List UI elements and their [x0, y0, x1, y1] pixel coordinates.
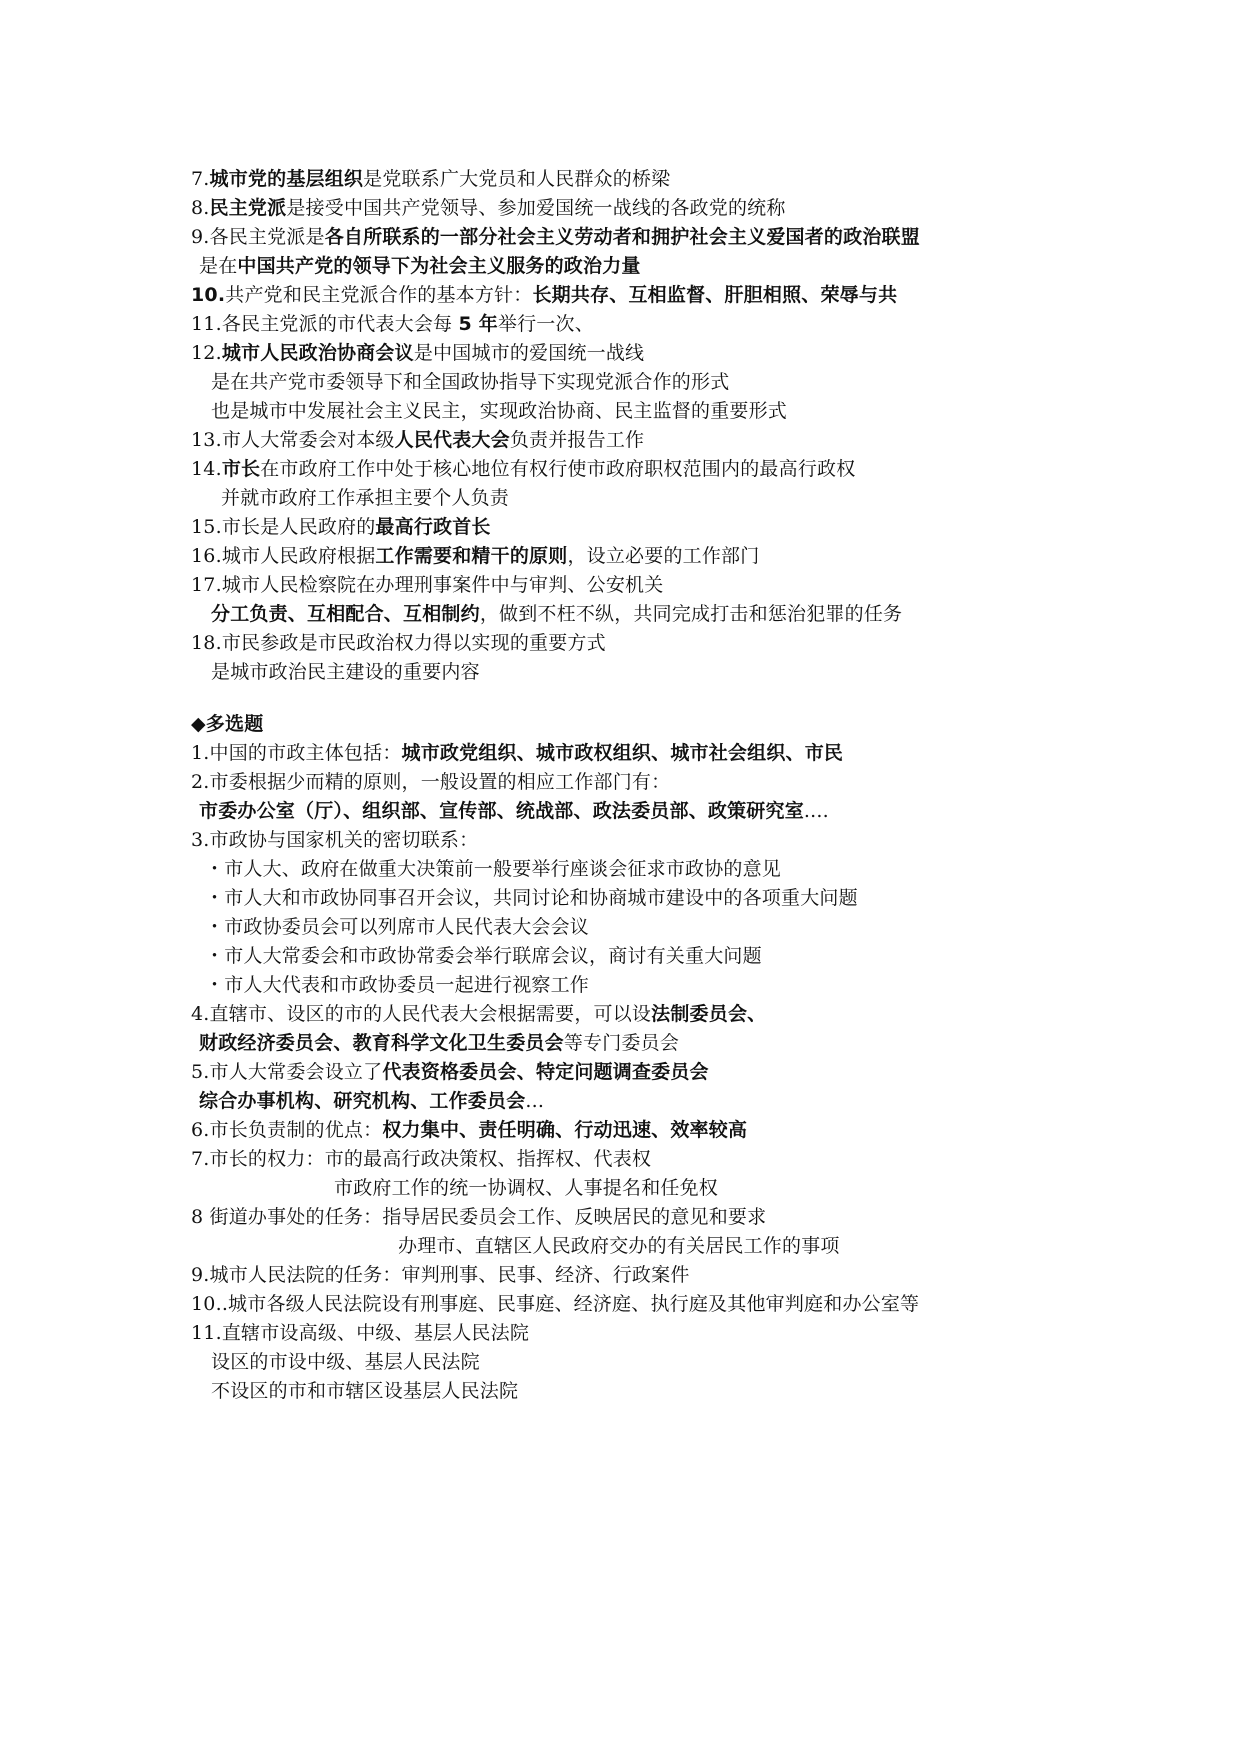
text-line — [205, 942, 762, 970]
text-segment: 也是城市中发展社会主义民主，实现政治协商、民主监督的重要形式 — [211, 400, 788, 422]
bold-text-segment: 民主党派 — [209, 197, 287, 219]
text-line — [191, 1145, 651, 1173]
bold-text-segment: 人民代表大会 — [394, 429, 510, 451]
text-line — [191, 455, 855, 483]
text-line — [211, 1348, 480, 1376]
text-line — [191, 194, 786, 222]
text-line — [211, 397, 787, 425]
text-line — [191, 1319, 529, 1347]
text-line — [191, 768, 670, 796]
text-line — [211, 368, 729, 396]
text-line — [191, 281, 897, 309]
text-segment: 是在 — [199, 255, 238, 277]
text-line — [191, 710, 263, 738]
bold-text-segment: ◆多选题 — [191, 713, 264, 735]
text-segment: 1.中国的市政主体包括： — [191, 742, 402, 764]
text-line — [191, 739, 843, 767]
text-segment: 15.市长是人民政府的 — [191, 516, 376, 538]
bold-text-segment: 权力集中、责任明确、行动迅速、效率较高 — [382, 1119, 748, 1141]
text-segment: 共产党和民主党派合作的基本方针： — [225, 284, 533, 306]
bold-text-segment: 综合办事机构、研究机构、工作委员会 — [199, 1090, 526, 1112]
text-line — [205, 884, 858, 912]
text-segment: 办理市、直辖区人民政府交办的有关居民工作的事项 — [398, 1235, 840, 1257]
text-segment: 设区的市设中级、基层人民法院 — [211, 1351, 480, 1373]
text-segment: 14. — [191, 458, 222, 480]
text-line — [191, 310, 594, 338]
bold-text-segment: 10. — [191, 284, 226, 306]
text-segment: 16.城市人民政府根据 — [191, 545, 376, 567]
text-segment: ・市人大常委会和市政协常委会举行联席会议，商讨有关重大问题 — [205, 945, 762, 967]
text-line — [199, 1087, 544, 1115]
text-line — [199, 252, 641, 280]
text-line — [205, 855, 781, 883]
text-segment: 17.城市人民检察院在办理刑事案件中与审判、公安机关 — [191, 574, 664, 596]
text-segment: ，做到不枉不纵，共同完成打击和惩治犯罪的任务 — [479, 603, 903, 625]
text-line — [191, 826, 478, 854]
text-segment: 9.城市人民法院的任务：审判刑事、民事、经济、行政案件 — [191, 1264, 690, 1286]
text-line — [191, 165, 670, 193]
text-segment: 是党联系广大党员和人民群众的桥梁 — [363, 168, 671, 190]
text-segment: 11.直辖市设高级、中级、基层人民法院 — [191, 1322, 530, 1344]
text-line — [191, 542, 759, 570]
text-line — [191, 426, 644, 454]
text-segment: 等专门委员会 — [563, 1032, 680, 1054]
text-line — [334, 1174, 718, 1202]
text-segment: 举行一次、 — [497, 313, 594, 335]
text-line — [205, 913, 589, 941]
text-segment: 市政府工作的统一协调权、人事提名和任免权 — [334, 1177, 719, 1199]
bold-text-segment: 中国共产党的领导下为社会主义服务的政治力量 — [237, 255, 641, 277]
text-segment: 7. — [191, 168, 210, 190]
text-segment: ，设立必要的工作部门 — [567, 545, 760, 567]
text-segment: 是城市政治民主建设的重要内容 — [211, 661, 480, 683]
text-line — [191, 571, 663, 599]
text-line — [199, 797, 829, 825]
text-line — [191, 629, 606, 657]
bold-text-segment: 5 年 — [458, 313, 498, 335]
text-line — [398, 1232, 840, 1260]
bold-text-segment: 分工负责、互相配合、互相制约 — [211, 603, 480, 625]
text-segment: 7.市长的权力：市的最高行政决策权、指挥权、代表权 — [191, 1148, 652, 1170]
text-line — [191, 1261, 690, 1289]
text-segment: 4.直辖市、设区的市的人民代表大会根据需要，可以设 — [191, 1003, 652, 1025]
bold-text-segment: 市委办公室（厅）、组织部、宣传部、统战部、政法委员部、政策研究室 — [199, 800, 804, 822]
text-segment: ・市人大代表和市政协委员一起进行视察工作 — [205, 974, 590, 996]
text-line — [221, 484, 509, 512]
text-segment: 2.市委根据少而精的原则，一般设置的相应工作部门有： — [191, 771, 671, 793]
text-segment: .... — [803, 800, 829, 822]
text-line — [211, 658, 480, 686]
text-segment: 是在共产党市委领导下和全国政协指导下实现党派合作的形式 — [211, 371, 730, 393]
bold-text-segment: 各自所联系的一部分社会主义劳动者和拥护社会主义爱国者的政治联盟 — [324, 226, 920, 248]
text-segment: 12. — [191, 342, 222, 364]
text-segment: ... — [525, 1090, 545, 1112]
text-line — [191, 1116, 747, 1144]
bold-text-segment: 市长 — [221, 458, 261, 480]
text-segment: 8. — [191, 197, 210, 219]
text-segment: 6.市长负责制的优点： — [191, 1119, 383, 1141]
text-segment: ・市人大和市政协同事召开会议，共同讨论和协商城市建设中的各项重大问题 — [205, 887, 858, 909]
text-segment: 并就市政府工作承担主要个人负责 — [221, 487, 510, 509]
text-segment: 18.市民参政是市民政治权力得以实现的重要方式 — [191, 632, 606, 654]
text-line — [199, 1029, 679, 1057]
text-segment: 11.各民主党派的市代表大会每 — [191, 313, 459, 335]
text-segment: 3.市政协与国家机关的密切联系： — [191, 829, 479, 851]
text-line — [191, 1203, 766, 1231]
text-line — [191, 223, 920, 251]
bold-text-segment: 财政经济委员会、教育科学文化卫生委员会 — [199, 1032, 564, 1054]
text-line — [191, 1058, 709, 1086]
text-line — [191, 1290, 919, 1318]
bold-text-segment: 工作需要和精干的原则 — [375, 545, 568, 567]
text-segment: 不设区的市和市辖区设基层人民法院 — [211, 1380, 519, 1402]
bold-text-segment: 最高行政首长 — [375, 516, 491, 538]
bold-text-segment: 城市人民政治协商会议 — [221, 342, 414, 364]
bold-text-segment: 代表资格委员会、特定问题调查委员会 — [382, 1061, 709, 1083]
text-segment: 是接受中国共产党领导、参加爱国统一战线的各政党的统称 — [286, 197, 786, 219]
text-segment: 9.各民主党派是 — [191, 226, 325, 248]
text-segment: 13.市人大常委会对本级 — [191, 429, 395, 451]
text-line — [211, 1377, 518, 1405]
text-line — [205, 971, 589, 999]
text-segment: ・市政协委员会可以列席市人民代表大会会议 — [205, 916, 590, 938]
text-line — [191, 1000, 766, 1028]
text-segment: 是中国城市的爱国统一战线 — [413, 342, 645, 364]
bold-text-segment: 城市政党组织、城市政权组织、城市社会组织、市民 — [401, 742, 844, 764]
text-line — [191, 513, 491, 541]
text-line — [211, 600, 902, 628]
text-segment: 10..城市各级人民法院设有刑事庭、民事庭、经济庭、执行庭及其他审判庭和办公室等 — [191, 1293, 920, 1315]
bold-text-segment: 城市党的基层组织 — [209, 168, 364, 190]
text-segment: 8 街道办事处的任务：指导居民委员会工作、反映居民的意见和要求 — [191, 1206, 767, 1228]
text-segment: 负责并报告工作 — [509, 429, 645, 451]
text-segment: 5.市人大常委会设立了 — [191, 1061, 383, 1083]
text-segment: ・市人大、政府在做重大决策前一般要举行座谈会征求市政协的意见 — [205, 858, 782, 880]
text-segment: 在市政府工作中处于核心地位有权行使市政府职权范围内的最高行政权 — [260, 458, 856, 480]
bold-text-segment: 法制委员会、 — [651, 1003, 767, 1025]
bold-text-segment: 长期共存、互相监督、肝胆相照、荣辱与共 — [532, 284, 898, 306]
text-line — [191, 339, 644, 367]
